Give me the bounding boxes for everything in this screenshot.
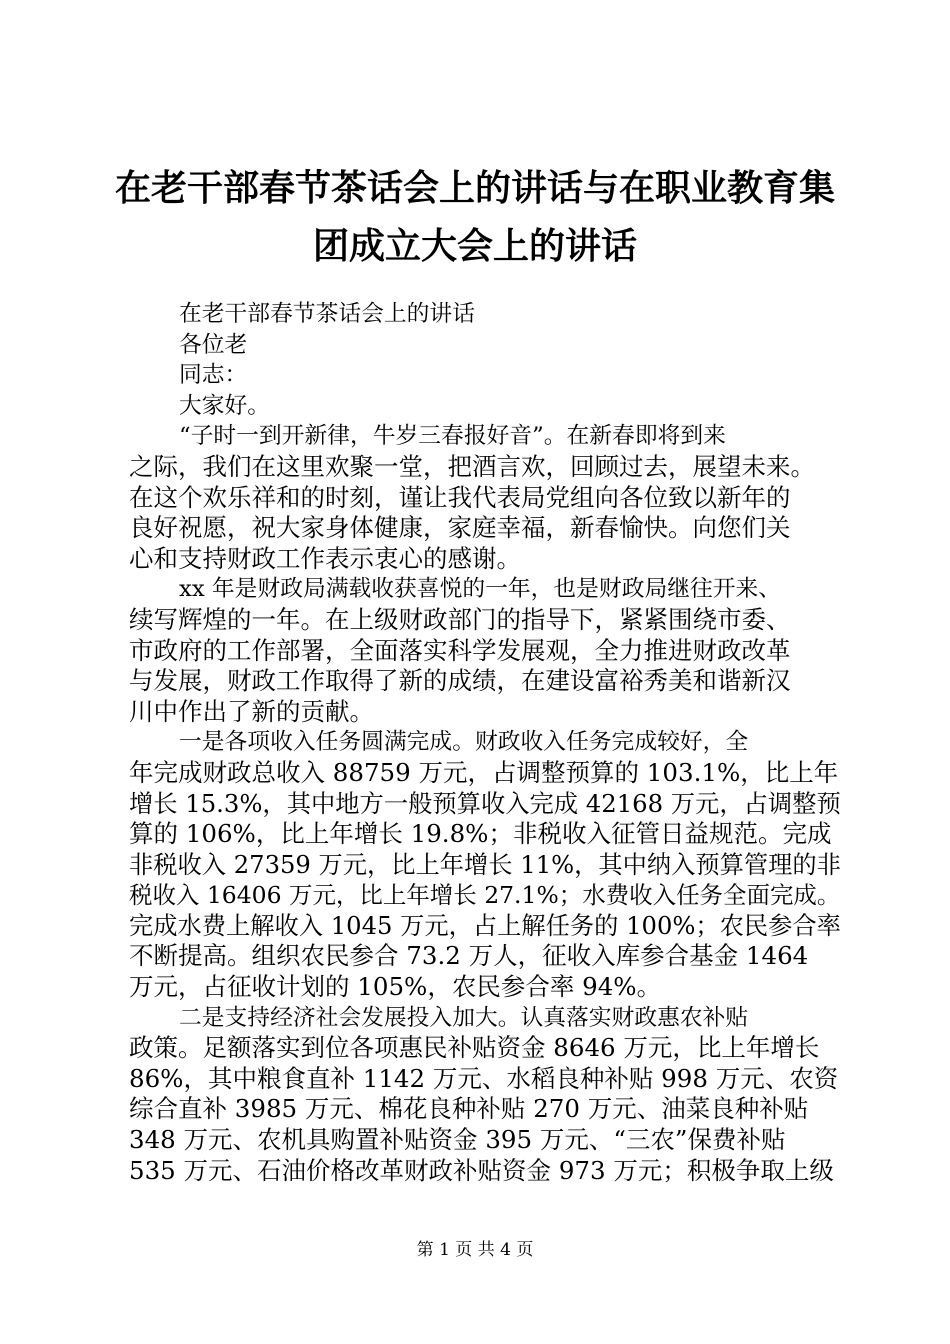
page-footer: 第 1 页 共 4 页 [416,1240,534,1260]
body-text-line: 348 万元、农机具购置补贴资金 395 万元、“三农”保费补贴 [129,1125,786,1155]
body-text-line: 算的 106%，比上年增长 19.8%；非税收入征管日益规范。完成 [129,819,832,849]
body-text-line: 在老干部春节茶话会上的讲话 [179,301,475,327]
body-text-line: 年完成财政总收入 88759 万元，占调整预算的 103.1%，比上年 [129,757,839,787]
body-text-line: 税收入 16406 万元，比上年增长 27.1%；水费收入任务全面完成。 [129,881,841,910]
body-text-line: 续写辉煌的一年。在上级财政部门的指导下，紧紧围绕市委、 [129,604,791,634]
title-line-2: 团成立大会上的讲话 [312,226,637,267]
body-text-line: 同志： [179,362,248,389]
body-text-line: 在这个欢乐祥和的时刻，谨让我代表局党组向各位致以新年的 [129,482,791,512]
body-text-line: 86%，其中粮食直补 1142 万元、水稻良种补贴 998 万元、农资 [129,1063,839,1093]
body-text-line: 一是各项收入任务圆满完成。财政收入任务完成较好，全 [179,729,749,756]
body-text-line: 各位老 [179,331,248,358]
body-text-line: 之际，我们在这里欢聚一堂，把酒言欢，回顾过去，展望未来。 [129,451,815,481]
body-text-line: 良好祝愿，祝大家身体健康，家庭幸福，新春愉快。向您们关 [129,513,791,543]
body-text-line: 综合直补 3985 万元、棉花良种补贴 270 万元、油菜良种补贴 [129,1094,809,1124]
body-text-line: 非税收入 27359 万元，比上年增长 11%，其中纳入预算管理的非 [129,849,841,879]
body-text-line: 川中作出了新的贡献。 [129,696,374,726]
body-text-line: 二是支持经济社会发展投入加大。认真落实财政惠农补贴 [179,1004,749,1031]
document-title [100,160,850,276]
body-text-line: 完成水费上解收入 1045 万元，占上解任务的 100%；农民参合率 [129,910,841,940]
body-text-line: 大家好。 [179,392,271,419]
body-text-line: 市政府的工作部署，全面落实科学发展观，全力推进财政改革 [129,635,791,665]
title-line-1: 在老干部春节茶话会上的讲话与在职业教育集 [114,168,835,209]
body-text-line: 万元，占征收计划的 105%，农民参合率 94%。 [129,972,662,1002]
body-text-line: 535 万元、石油价格改革财政补贴资金 973 万元；积极争取上级 [129,1155,834,1185]
body-text-line: 不断提高。组织农民参合 73.2 万人，征收入库参合基金 1464 [129,941,809,971]
body-text-line: “子时一到开新律，牛岁三春报好音”。在新春即将到来 [179,423,726,450]
document-body [129,299,841,1186]
body-text-line: 与发展，财政工作取得了新的成绩，在建设富裕秀美和谐新汉 [129,666,791,696]
body-text-line: 政策。足额落实到位各项惠民补贴资金 8646 万元，比上年增长 [129,1033,820,1063]
body-text-line: 心和支持财政工作表示衷心的感谢。 [129,543,521,573]
body-text-line: 增长 15.3%，其中地方一般预算收入完成 42168 万元，占调整预 [129,788,841,818]
body-text-line: xx 年是财政局满载收获喜悦的一年，也是财政局继往开来、 [179,576,782,603]
